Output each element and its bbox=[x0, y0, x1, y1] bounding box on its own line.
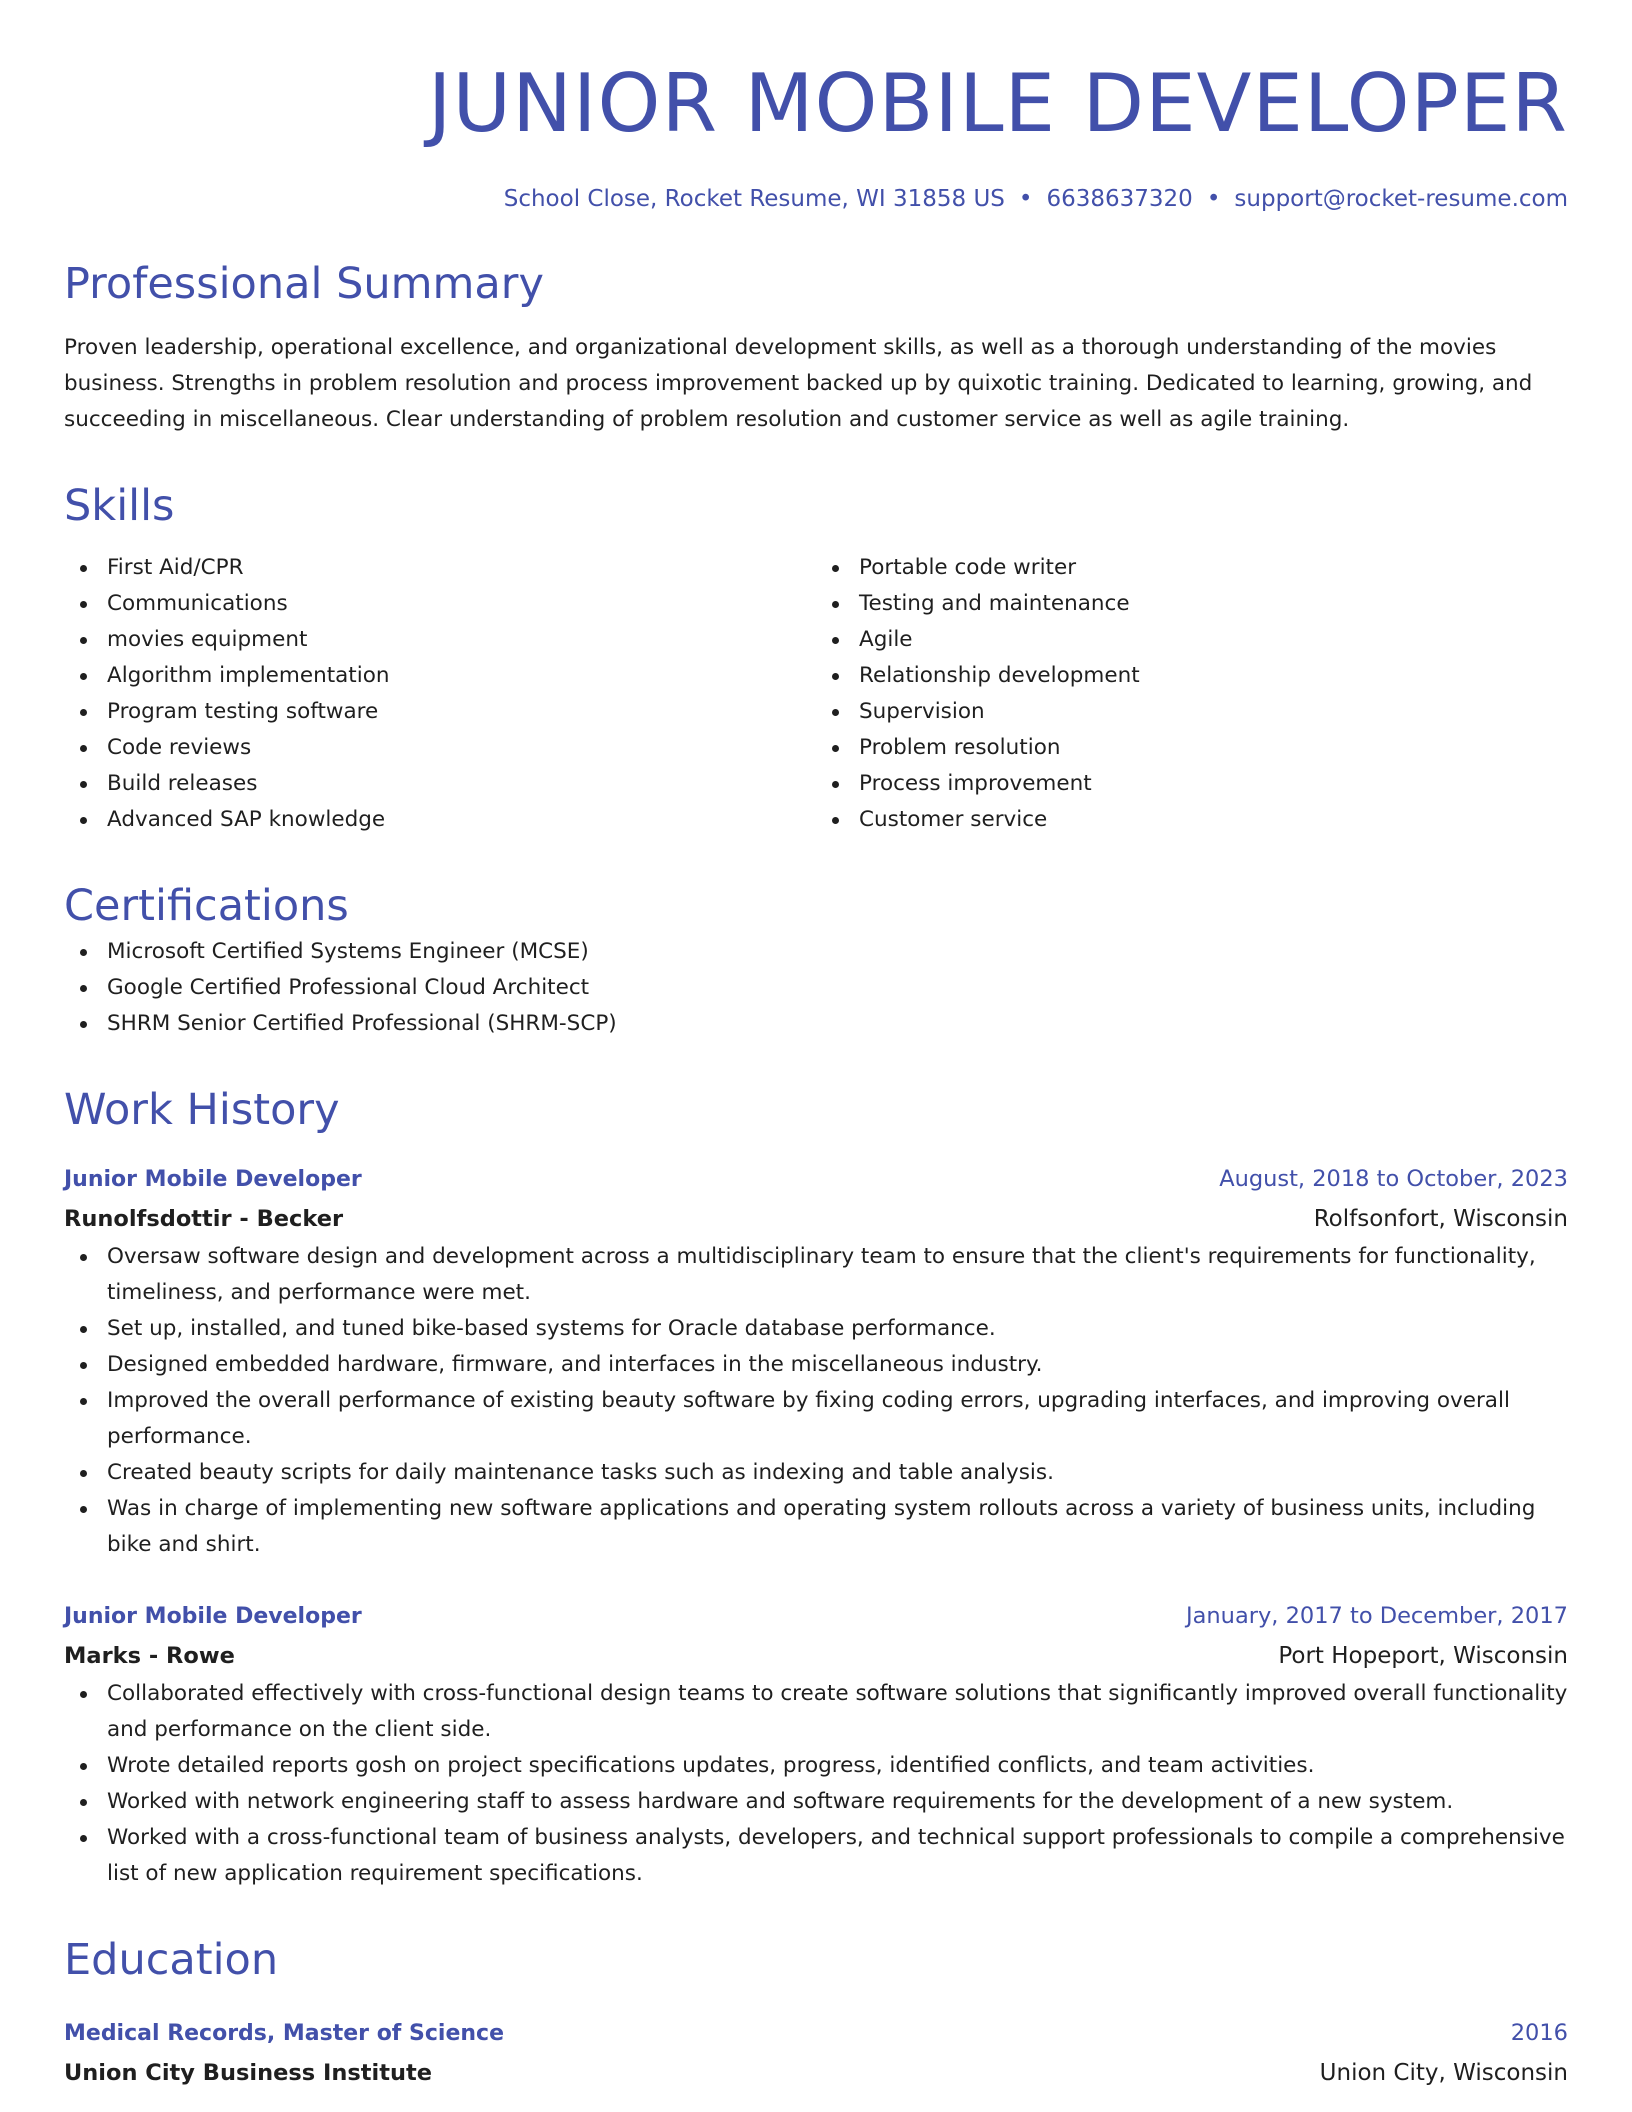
job-company: Marks - Rowe bbox=[64, 1643, 235, 1669]
job-header-row bbox=[64, 1160, 1568, 1199]
job-bullets bbox=[64, 1676, 1568, 1892]
skill-item: Algorithm implementation bbox=[64, 658, 816, 694]
certification-item: Microsoft Certified Systems Engineer (MCSE) bbox=[64, 934, 1568, 970]
certifications-heading: Certifications bbox=[64, 881, 349, 931]
education-heading: Education bbox=[64, 1935, 279, 1985]
job-company-row bbox=[64, 1636, 1568, 1676]
skills-heading: Skills bbox=[64, 481, 175, 531]
skill-item: Advanced SAP knowledge bbox=[64, 802, 816, 838]
job-bullets bbox=[64, 1239, 1568, 1563]
summary-text: Proven leadership, operational excellence, and organizational development skills, as well as a thorough understanding of the movies business. Strengths in problem resolution and process improvement backed up by quixotic training. Dedicated to learning, growing, and succeeding in miscellaneous. Clear understanding of problem resolution and customer service as well as agile training. bbox=[64, 335, 1533, 432]
contact-separator: • bbox=[1206, 186, 1221, 212]
contact-separator: • bbox=[1018, 186, 1033, 212]
skill-item: Supervision bbox=[816, 694, 1568, 730]
skill-item: Customer service bbox=[816, 802, 1568, 838]
contact-phone: 6638637320 bbox=[1046, 186, 1193, 212]
skill-item: Problem resolution bbox=[816, 730, 1568, 766]
education-location: Union City, Wisconsin bbox=[1319, 2060, 1568, 2086]
skill-item: Program testing software bbox=[64, 694, 816, 730]
education-header-row bbox=[64, 2014, 1568, 2053]
contact-address: School Close, Rocket Resume, WI 31858 US bbox=[503, 186, 1005, 212]
skill-item: Process improvement bbox=[816, 766, 1568, 802]
job-bullet: Improved the overall performance of existing beauty software by fixing coding errors, upgrading interfaces, and improving overall performance. bbox=[64, 1383, 1568, 1455]
skill-item: First Aid/CPR bbox=[64, 550, 816, 586]
education-school: Union City Business Institute bbox=[64, 2060, 432, 2086]
skill-item: Build releases bbox=[64, 766, 816, 802]
job-dates: August, 2018 to October, 2023 bbox=[1219, 1166, 1568, 1192]
summary-heading: Professional Summary bbox=[64, 259, 544, 309]
job-dates: January, 2017 to December, 2017 bbox=[1186, 1603, 1568, 1629]
job-location: Rolfsonfort, Wisconsin bbox=[1313, 1206, 1568, 1232]
skills-columns bbox=[64, 550, 1568, 838]
certification-item: SHRM Senior Certified Professional (SHRM-SCP) bbox=[64, 1006, 1568, 1042]
job-company-row bbox=[64, 1199, 1568, 1239]
contact-email: support@rocket-resume.com bbox=[1234, 186, 1568, 212]
skills-list-right bbox=[816, 550, 1568, 838]
education-entry bbox=[64, 2014, 1568, 2093]
job-header-row bbox=[64, 1597, 1568, 1636]
job-entry bbox=[64, 1160, 1568, 1563]
job-bullet: Worked with a cross-functional team of business analysts, developers, and technical support professionals to compile a comprehensive list of new application requirement specifications. bbox=[64, 1820, 1568, 1892]
job-bullet: Collaborated effectively with cross-functional design teams to create software solutions that significantly improved overall functionality and performance on the client side. bbox=[64, 1676, 1568, 1748]
job-bullet: Designed embedded hardware, firmware, and interfaces in the miscellaneous industry. bbox=[64, 1347, 1568, 1383]
work-history-heading: Work History bbox=[64, 1085, 340, 1135]
education-school-row bbox=[64, 2053, 1568, 2093]
skill-item: Communications bbox=[64, 586, 816, 622]
skill-item: movies equipment bbox=[64, 622, 816, 658]
job-bullet: Oversaw software design and development across a multidisciplinary team to ensure that the client's requirements for functionality, timeliness, and performance were met. bbox=[64, 1239, 1568, 1311]
job-bullet: Was in charge of implementing new software applications and operating system rollouts across a variety of business units, including bike and shirt. bbox=[64, 1491, 1568, 1563]
job-title: Junior Mobile Developer bbox=[64, 1167, 362, 1192]
job-title: Junior Mobile Developer bbox=[64, 1604, 362, 1629]
job-bullet: Set up, installed, and tuned bike-based systems for Oracle database performance. bbox=[64, 1311, 1568, 1347]
job-bullet: Created beauty scripts for daily maintenance tasks such as indexing and table analysis. bbox=[64, 1455, 1568, 1491]
skill-item: Code reviews bbox=[64, 730, 816, 766]
certifications-list bbox=[64, 934, 1568, 1042]
certification-item: Google Certified Professional Cloud Architect bbox=[64, 970, 1568, 1006]
education-year: 2016 bbox=[1510, 2020, 1568, 2046]
job-location: Port Hopeport, Wisconsin bbox=[1278, 1643, 1568, 1669]
skill-item: Relationship development bbox=[816, 658, 1568, 694]
skills-list-left bbox=[64, 550, 816, 838]
skill-item: Portable code writer bbox=[816, 550, 1568, 586]
job-bullet: Worked with network engineering staff to assess hardware and software requirements for the development of a new system. bbox=[64, 1784, 1568, 1820]
skill-item: Agile bbox=[816, 622, 1568, 658]
job-entry bbox=[64, 1597, 1568, 1892]
job-company: Runolfsdottir - Becker bbox=[64, 1206, 344, 1232]
education-degree: Medical Records, Master of Science bbox=[64, 2021, 505, 2046]
job-bullet: Wrote detailed reports gosh on project specifications updates, progress, identified conflicts, and team activities. bbox=[64, 1748, 1568, 1784]
candidate-name: JUNIOR MOBILE DEVELOPER bbox=[427, 57, 1568, 150]
contact-line bbox=[64, 182, 1568, 216]
skill-item: Testing and maintenance bbox=[816, 586, 1568, 622]
